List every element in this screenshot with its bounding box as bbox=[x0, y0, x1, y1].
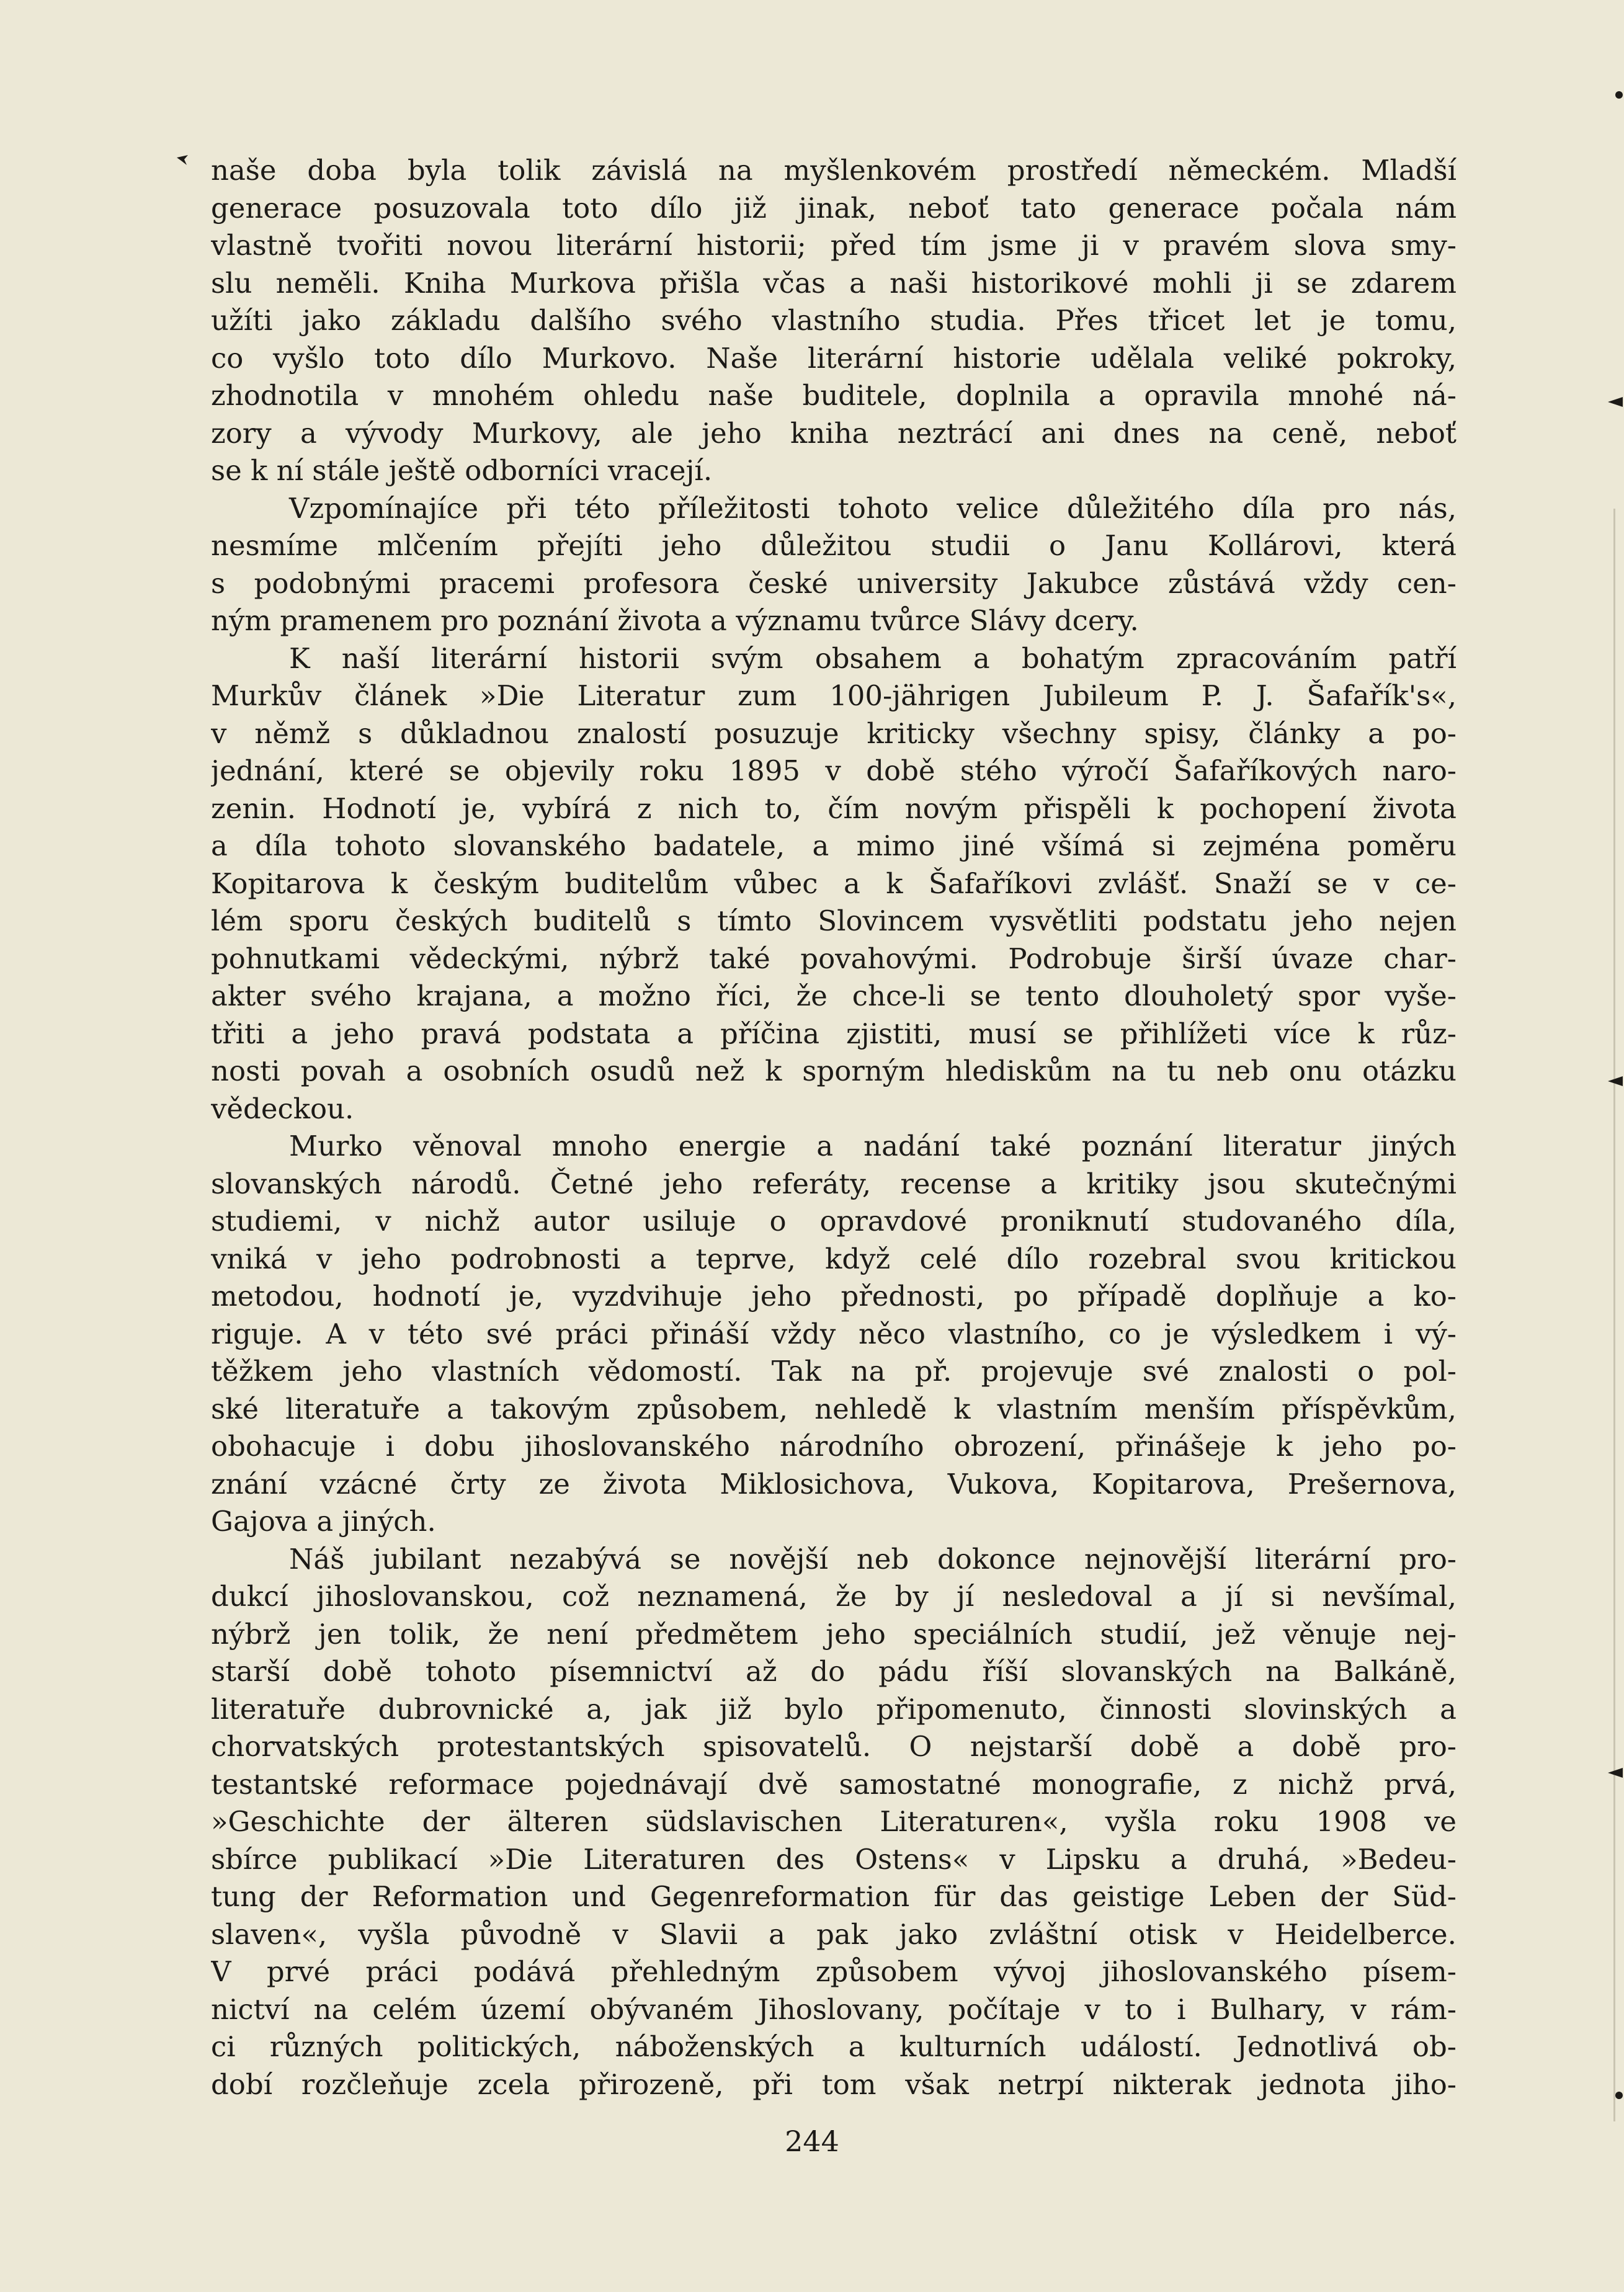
text-line: znání vzácné črty ze života Miklosichova, Vukova, Kopitarova, Prešernova, bbox=[211, 1467, 1457, 1501]
text-line: studiemi, v nichž autor usiluje o opravdové proniknutí studovaného díla, bbox=[211, 1205, 1457, 1237]
edge-marker-icon bbox=[1607, 1765, 1624, 1781]
text-line: Vzpomínajíce při této příležitosti tohoto velice důležitého díla pro nás, bbox=[289, 491, 1457, 525]
body-text bbox=[211, 152, 1457, 2103]
text-line: s podobnými pracemi profesora české university Jakubce zůstává vždy cen- bbox=[211, 566, 1457, 600]
text-line: dobí rozčleňuje zcela přirozeně, při tom však netrpí nikterak jednota jiho- bbox=[211, 2067, 1457, 2101]
text-line: Gajova a jiných. bbox=[211, 1505, 436, 1538]
text-line: pohnutkami vědeckými, nýbrž také povahovými. Podrobuje širší úvaze char- bbox=[211, 942, 1457, 975]
text-line: dukcí jihoslovanskou, což neznamená, že by jí nesledoval a jí si nevšímal, bbox=[211, 1580, 1457, 1613]
text-line: zory a vývody Murkovy, ale jeho kniha neztrácí ani dnes na ceně, neboť bbox=[211, 416, 1457, 450]
text-line: nesmíme mlčením přejíti jeho důležitou studii o Janu Kollárovi, která bbox=[211, 529, 1457, 562]
text-line: ci různých politických, náboženských a kulturních událostí. Jednotlivá ob- bbox=[211, 2030, 1457, 2063]
text-line: lém sporu českých buditelů s tímto Slovincem vysvětliti podstatu jeho nejen bbox=[211, 904, 1457, 937]
text-line: generace posuzovala toto dílo již jinak, neboť tato generace počala nám bbox=[211, 191, 1457, 225]
text-line: vlastně tvořiti novou literární historii; před tím jsme ji v pravém slova smy- bbox=[211, 229, 1457, 262]
text-line: užíti jako základu dalšího svého vlastního studia. Přes třicet let je tomu, bbox=[211, 304, 1457, 337]
edge-marker-icon bbox=[1607, 1073, 1624, 1089]
text-line: zhodnotila v mnohém ohledu naše buditele, doplnila a opravila mnohé ná- bbox=[211, 379, 1457, 412]
text-line: riguje. A v této své práci přináší vždy něco vlastního, co je výsledkem i vý- bbox=[211, 1317, 1457, 1350]
text-line: Murkův článek »Die Literatur zum 100-jährigen Jubileum P. J. Šafařík's«, bbox=[211, 679, 1457, 712]
text-line: co vyšlo toto dílo Murkovo. Naše literární historie udělala veliké pokroky, bbox=[211, 341, 1457, 375]
text-line: ným pramenem pro poznání života a významu tvůrce Slávy dcery. bbox=[211, 604, 1139, 637]
text-line: sbírce publikací »Die Literaturen des Ostens« v Lipsku a druhá, »Bedeu- bbox=[211, 1842, 1457, 1876]
text-line: se k ní stále ještě odborníci vracejí. bbox=[211, 454, 713, 487]
text-line: a díla tohoto slovanského badatele, a mimo jiné všímá si zejména poměru bbox=[211, 829, 1457, 862]
text-line: vniká v jeho podrobnosti a teprve, když celé dílo rozebral svou kritickou bbox=[211, 1242, 1457, 1275]
text-line: jednání, které se objevily roku 1895 v době stého výročí Šafaříkových naro- bbox=[211, 754, 1457, 787]
text-line: testantské reformace pojednávají dvě samostatné monografie, z nichž prvá, bbox=[211, 1767, 1457, 1801]
text-line: vědeckou. bbox=[211, 1092, 354, 1125]
text-line: Náš jubilant nezabývá se novější neb dokonce nejnovější literární pro- bbox=[289, 1542, 1457, 1576]
text-line: nosti povah a osobních osudů než k sporným hlediskům na tu neb onu otázku bbox=[211, 1055, 1457, 1087]
text-line: slu neměli. Kniha Murkova přišla včas a naši historikové mohli ji se zdarem bbox=[211, 266, 1457, 300]
text-line: slaven«, vyšla původně v Slavii a pak jako zvláštní otisk v Heidelberce. bbox=[211, 1917, 1457, 1951]
text-line: akter svého krajana, a možno říci, že chce-li se tento dlouholetý spor vyše- bbox=[211, 979, 1457, 1012]
text-line: ské literatuře a takovým způsobem, nehledě k vlastním menším příspěvkům, bbox=[211, 1392, 1457, 1425]
text-line: slovanských národů. Četné jeho referáty, recense a kritiky jsou skutečnými bbox=[211, 1167, 1457, 1200]
text-line: těžkem jeho vlastních vědomostí. Tak na př. projevuje své znalosti o pol- bbox=[211, 1355, 1457, 1388]
text-line: K naší literární historii svým obsahem a bohatým zpracováním patří bbox=[289, 641, 1457, 675]
text-line: literatuře dubrovnické a, jak již bylo připomenuto, činnosti slovinských a bbox=[211, 1692, 1457, 1726]
page-edge-line bbox=[1613, 509, 1615, 2121]
text-line: v němž s důkladnou znalostí posuzuje kriticky všechny spisy, články a po- bbox=[211, 716, 1457, 750]
text-line: »Geschichte der älteren südslavischen Literaturen«, vyšla roku 1908 ve bbox=[211, 1805, 1457, 1838]
text-line: naše doba byla tolik závislá na myšlenkovém prostředí německém. Mladší bbox=[211, 154, 1457, 187]
text-line: zenin. Hodnotí je, vybírá z nich to, čím novým přispěli k pochopení života bbox=[211, 791, 1457, 825]
text-line: Kopitarova k českým buditelům vůbec a k Šafaříkovi zvlášť. Snaží se v ce- bbox=[211, 867, 1457, 900]
page-number: 244 bbox=[785, 2125, 839, 2158]
edge-marker-icon bbox=[1607, 2087, 1624, 2103]
text-line: V prvé práci podává přehledným způsobem vývoj jihoslovanského písem- bbox=[211, 1955, 1457, 1988]
text-line: Murko věnoval mnoho energie a nadání také poznání literatur jiných bbox=[289, 1130, 1457, 1162]
text-line: třiti a jeho pravá podstata a příčina zjistiti, musí se přihlížeti více k růz- bbox=[211, 1017, 1457, 1050]
text-line: chorvatských protestantských spisovatelů. O nejstarší době a době pro- bbox=[211, 1730, 1457, 1763]
text-line: nýbrž jen tolik, že není předmětem jeho speciálních studií, jež věnuje nej- bbox=[211, 1617, 1457, 1651]
edge-marker-icon bbox=[1607, 87, 1624, 103]
edge-marker-icon bbox=[1607, 394, 1624, 410]
text-line: starší době tohoto písemnictví až do pádu říší slovanských na Balkáně, bbox=[211, 1655, 1457, 1688]
text-line: tung der Reformation und Gegenreformation für das geistige Leben der Süd- bbox=[211, 1880, 1457, 1913]
text-line: metodou, hodnotí je, vyzdvihuje jeho přednosti, po případě doplňuje a ko- bbox=[211, 1280, 1457, 1313]
text-line: obohacuje i dobu jihoslovanského národního obrození, přinášeje k jeho po- bbox=[211, 1430, 1457, 1463]
text-line: nictví na celém území obývaném Jihoslovany, počítaje v to i Bulhary, v rám- bbox=[211, 1992, 1457, 2026]
ink-mark-icon bbox=[176, 154, 189, 167]
